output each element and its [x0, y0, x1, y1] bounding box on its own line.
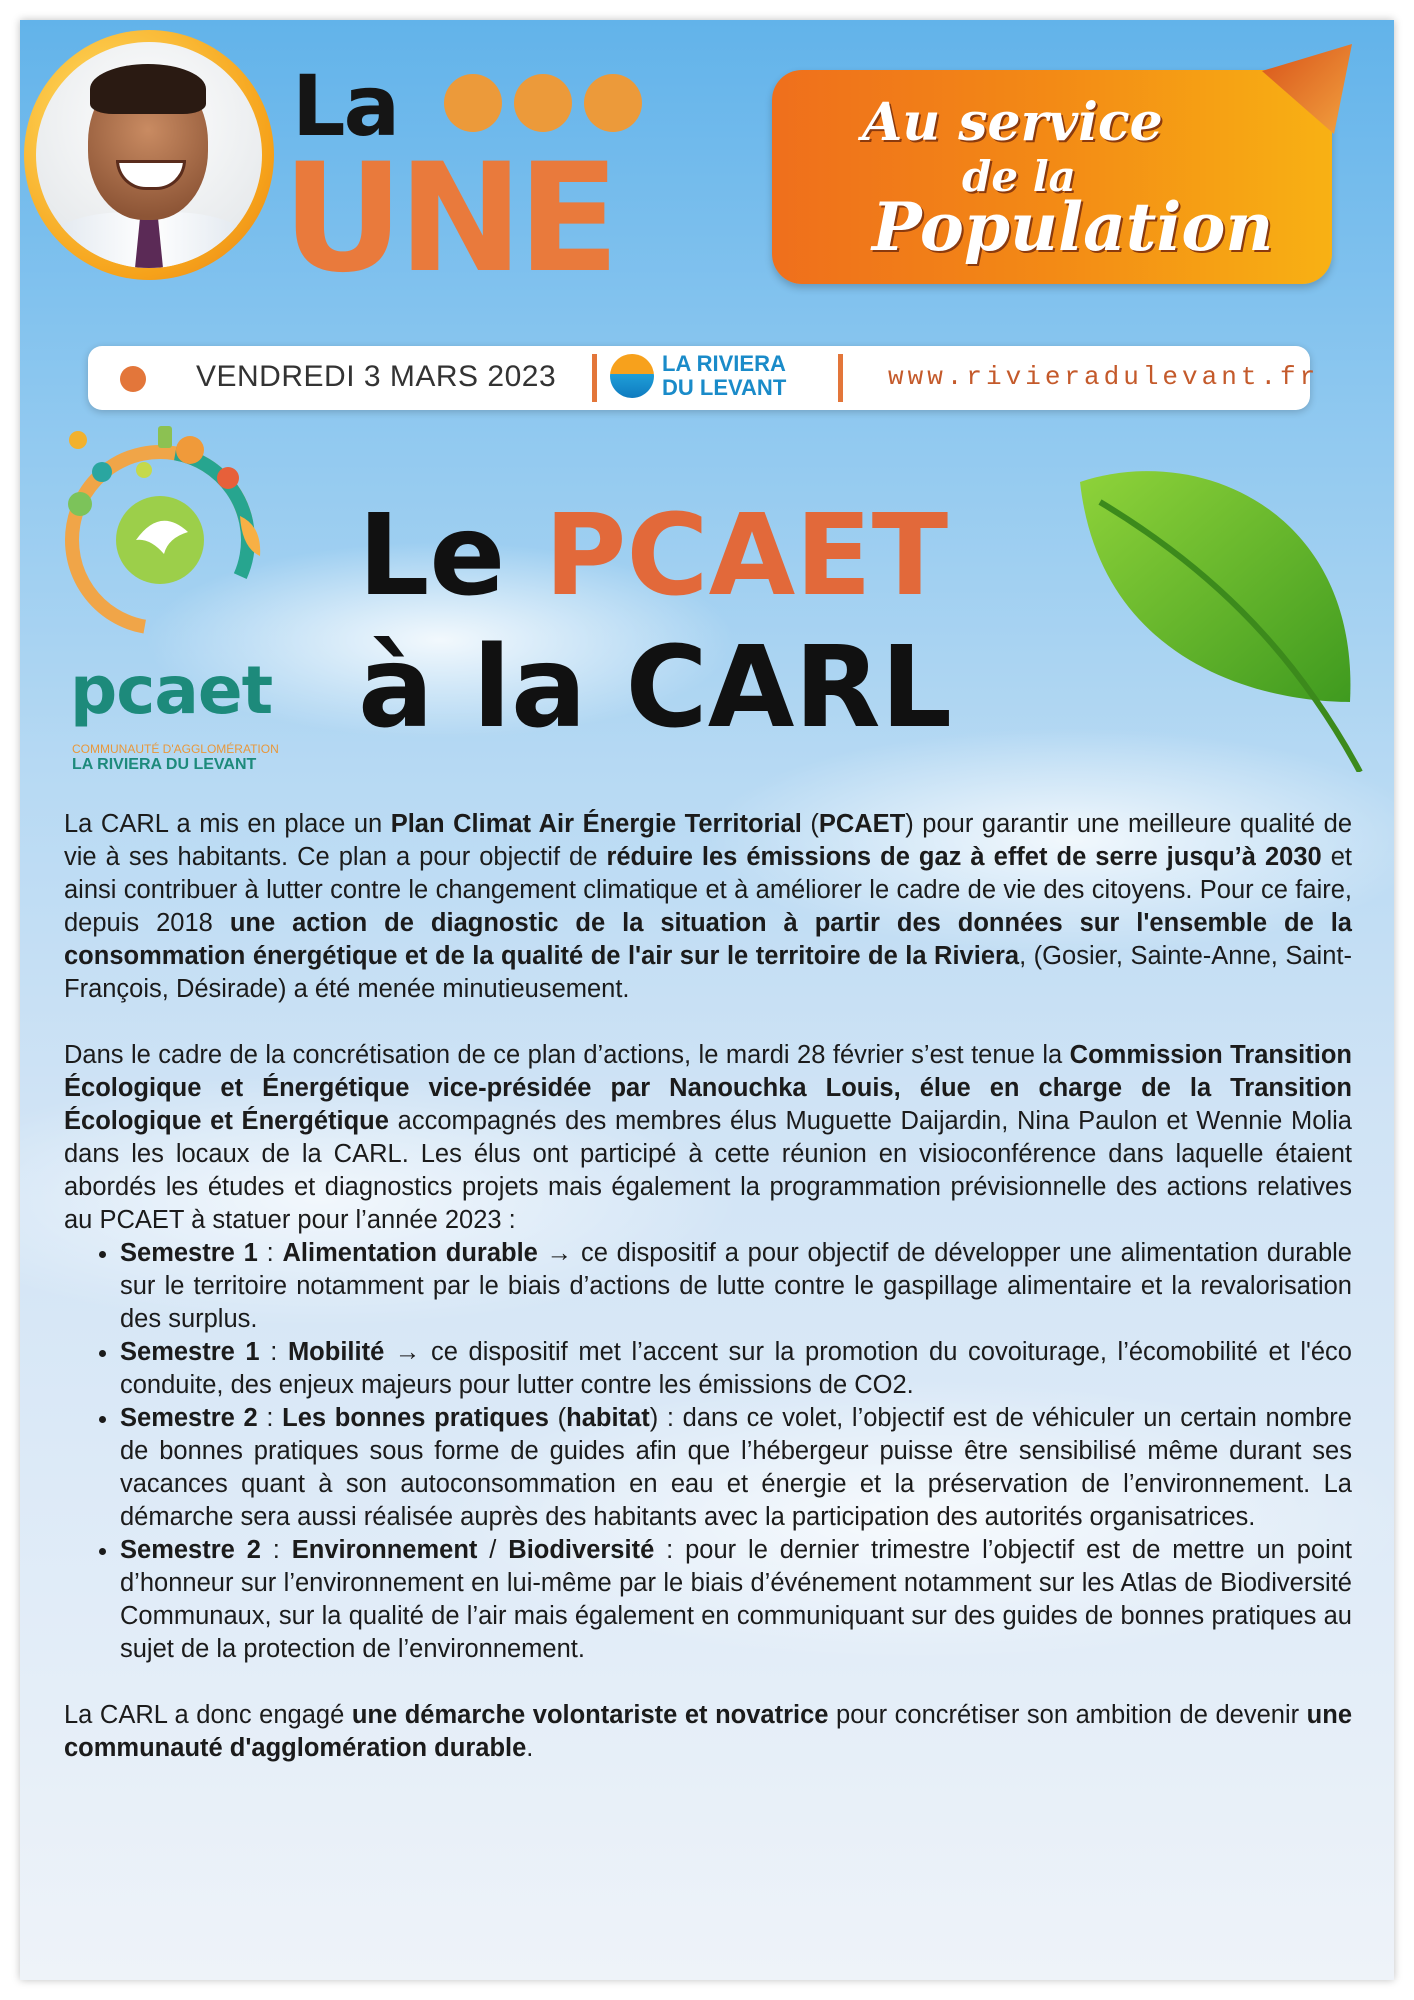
- service-line-2: de la: [962, 152, 1076, 201]
- list-item: • Semestre 1 : Alimentation durable → ce dispositif a pour objectif de développer une alimentation durable sur le territoire notamment par le biais d’actions de lutte contre le gaspillage alimentaire et la revalorisation des surplus.: [120, 1237, 1352, 1336]
- author-avatar: [24, 30, 274, 280]
- closing-paragraph: La CARL a donc engagé une démarche volontariste et novatrice pour concrétiser son ambition de devenir une communauté d'agglomération durable.: [64, 1701, 1353, 1762]
- header-une: UNE: [282, 132, 614, 306]
- list-item: • Semestre 2 : Environnement / Biodiversité : pour le dernier trimestre l’objectif est de mettre un point d’honneur sur l’environnement en lui-même par le biais d’événement notamment sur les Atlas de Biodiversité Communaux, sur la qualité de l’air mais également en communiquant sur des guides de bonnes pratiques au sujet de la protection de l’environnement.: [120, 1534, 1352, 1666]
- intro-paragraph: La CARL a mis en place un Plan Climat Air Énergie Territorial (PCAET) pour garantir une meilleure qualité de vie à ses habitants. Ce plan a pour objectif de réduire les émissions de gaz à effet de serre jusqu’à 2030 et ainsi contribuer à lutter contre le changement climatique et à améliorer le cadre de vie des citoyens. Pour ce faire, depuis 2018 une action de diagnostic de la situation à partir des données sur l'ensemble de la consommation énergétique et de la qualité de l'air sur le territoire de la Riviera, (Gosier, Sainte-Anne, Saint-François, Désirade) a été menée minutieusement.: [64, 810, 1352, 1003]
- title-prefix: Le: [358, 491, 545, 621]
- riviera-logo-icon: [610, 354, 654, 398]
- list-item: • Semestre 2 : Les bonnes pratiques (habitat) : dans ce volet, l’objectif est de véhiculer un certain nombre de bonnes pratiques sous forme de guides afin que l’hébergeur puisse être sensibilisé même durant ses vacances quant à son autoconsommation en eau et énergie et la préservation de l’environnement. La démarche sera aussi réalisée auprès des habitants avec la participation des autorités organisatrices.: [120, 1402, 1352, 1534]
- website-link[interactable]: www.rivieradulevant.fr: [888, 362, 1320, 392]
- newsletter-page: [20, 20, 1394, 1980]
- divider: [838, 354, 843, 402]
- riviera-brand: [662, 352, 786, 400]
- service-line-1: Au service: [862, 92, 1163, 153]
- page-curl-icon: [1262, 44, 1352, 134]
- issue-date: VENDREDI 3 MARS 2023: [196, 360, 557, 393]
- pcaet-emblem-icon: [40, 420, 280, 650]
- pcaet-subtitle-1: COMMUNAUTÉ D'AGGLOMÉRATION: [72, 742, 279, 756]
- pcaet-logo: [40, 420, 300, 780]
- list-item: • Semestre 1 : Mobilité → ce dispositif met l’accent sur la promotion du covoiturage, l’écomobilité et l'éco conduite, des enjeux majeurs pour lutter contre les émissions de CO2.: [120, 1336, 1352, 1402]
- title-accent: PCAET: [544, 491, 949, 621]
- riviera-brand-line2: DU LEVANT: [662, 375, 787, 400]
- riviera-brand-line1: LA RIVIERA: [662, 351, 786, 376]
- bullet-icon: [120, 366, 146, 392]
- pcaet-wordmark: pcaet: [70, 652, 273, 729]
- actions-list: [64, 1237, 1352, 1666]
- divider: [592, 354, 597, 402]
- title-line-2: à la CARL: [358, 623, 953, 753]
- service-banner: [772, 70, 1332, 284]
- info-bar: [88, 346, 1320, 410]
- header-la: La: [292, 57, 399, 155]
- leaf-icon: [1060, 452, 1370, 772]
- header-dots: [444, 74, 642, 132]
- pcaet-subtitle-2: LA RIVIERA DU LEVANT: [72, 756, 257, 773]
- meeting-paragraph: Dans le cadre de la concrétisation de ce plan d’actions, le mardi 28 février s’est tenue la Commission Transition Écologique et Énergétique vice-présidée par Nanouchka Louis, élue en charge de la Transition Écologique et Énergétique accompagnés des membres élus Muguette Daijardin, Nina Paulon et Wennie Molia dans les locaux de la CARL. Les élus ont participé à cette réunion en visioconférence dans laquelle étaient abordés les études et diagnostics projets mais également la programmation prévisionnelle des actions relatives au PCAET à statuer pour l’année 2023 :: [64, 1041, 1352, 1234]
- page-title: [358, 490, 952, 754]
- article-body: [64, 808, 1352, 1765]
- service-line-3: Population: [872, 188, 1274, 266]
